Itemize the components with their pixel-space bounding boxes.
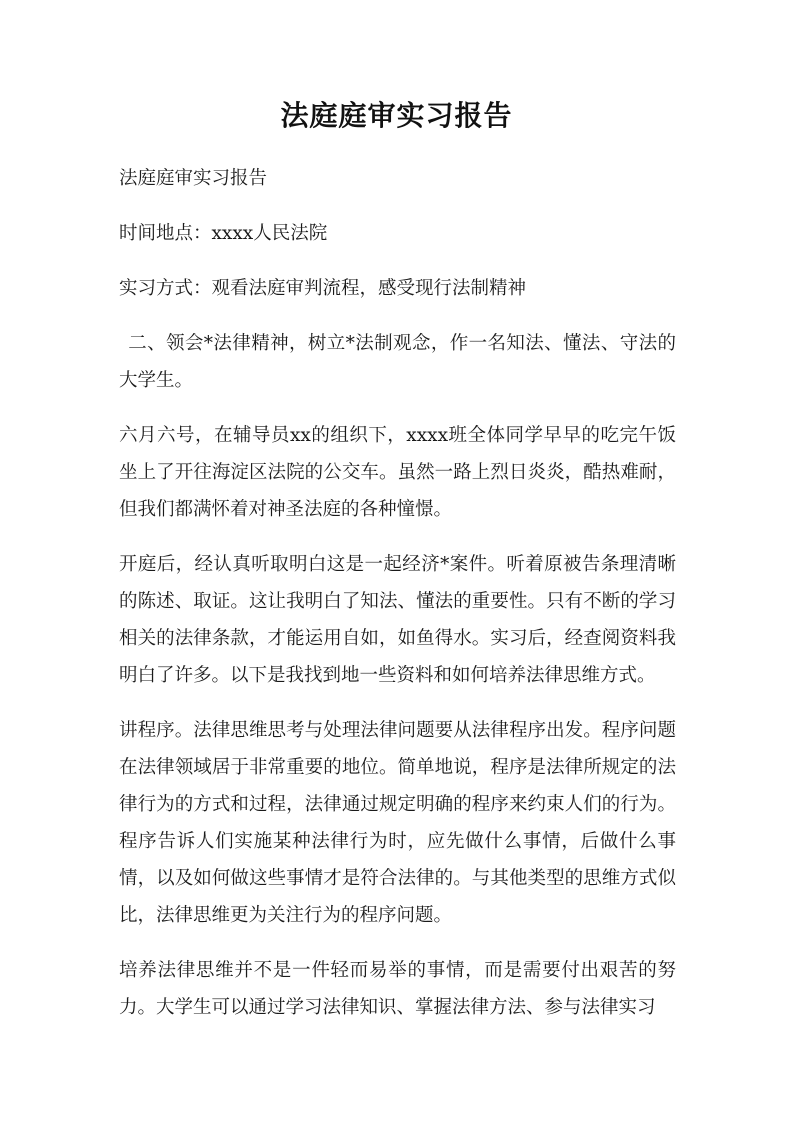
document-title: 法庭庭审实习报告 xyxy=(280,99,513,132)
paragraph-section-two: 二、领会*法律精神，树立*法制观念，作一名知法、懂法、守法的大学生。 xyxy=(119,333,676,391)
paragraph-after-court: 开庭后，经认真听取明白这是一起经济*案件。听着原被告条理清晰的陈述、取证。这让我明白了知法、懂法的重要性。只有不断的学习相关的法律条款，才能运用自如，如鱼得水。实习后，经查阅资料我明白了许多。以下是我找到地一些资料和如何培养法律思维方式。 xyxy=(119,554,676,686)
paragraph-time-location: 时间地点：xxxx人民法院 xyxy=(119,223,328,244)
paragraph-cultivate: 培养法律思维并不是一件轻而易举的事情，而是需要付出艰苦的努力。大学生可以通过学习法律知识、掌握法律方法、参与法律实习 xyxy=(119,960,676,1018)
paragraph-procedure: 讲程序。法律思维思考与处理法律问题要从法律程序出发。程序问题在法律领域居于非常重要的地位。简单地说，程序是法律所规定的法律行为的方式和过程，法律通过规定明确的程序来约束人们的行为。程序告诉人们实施某种法律行为时，应先做什么事情，后做什么事情，以及如何做这些事情才是符合法律的。与其他类型的思维方式似比，法律思维更为关注行为的程序问题。 xyxy=(119,720,676,926)
document-body xyxy=(119,160,676,1044)
paragraph-subtitle: 法庭庭审实习报告 xyxy=(119,168,268,189)
paragraph-june-sixth: 六月六号，在辅导员xx的组织下，xxxx班全体同学早早的吃完午饭坐上了开往海淀区法院的公交车。虽然一路上烈日炎炎，酷热难耐，但我们都满怀着对神圣法庭的各种憧憬。 xyxy=(119,425,676,520)
paragraph-internship-method: 实习方式：观看法庭审判流程，感受现行法制精神 xyxy=(119,278,527,299)
